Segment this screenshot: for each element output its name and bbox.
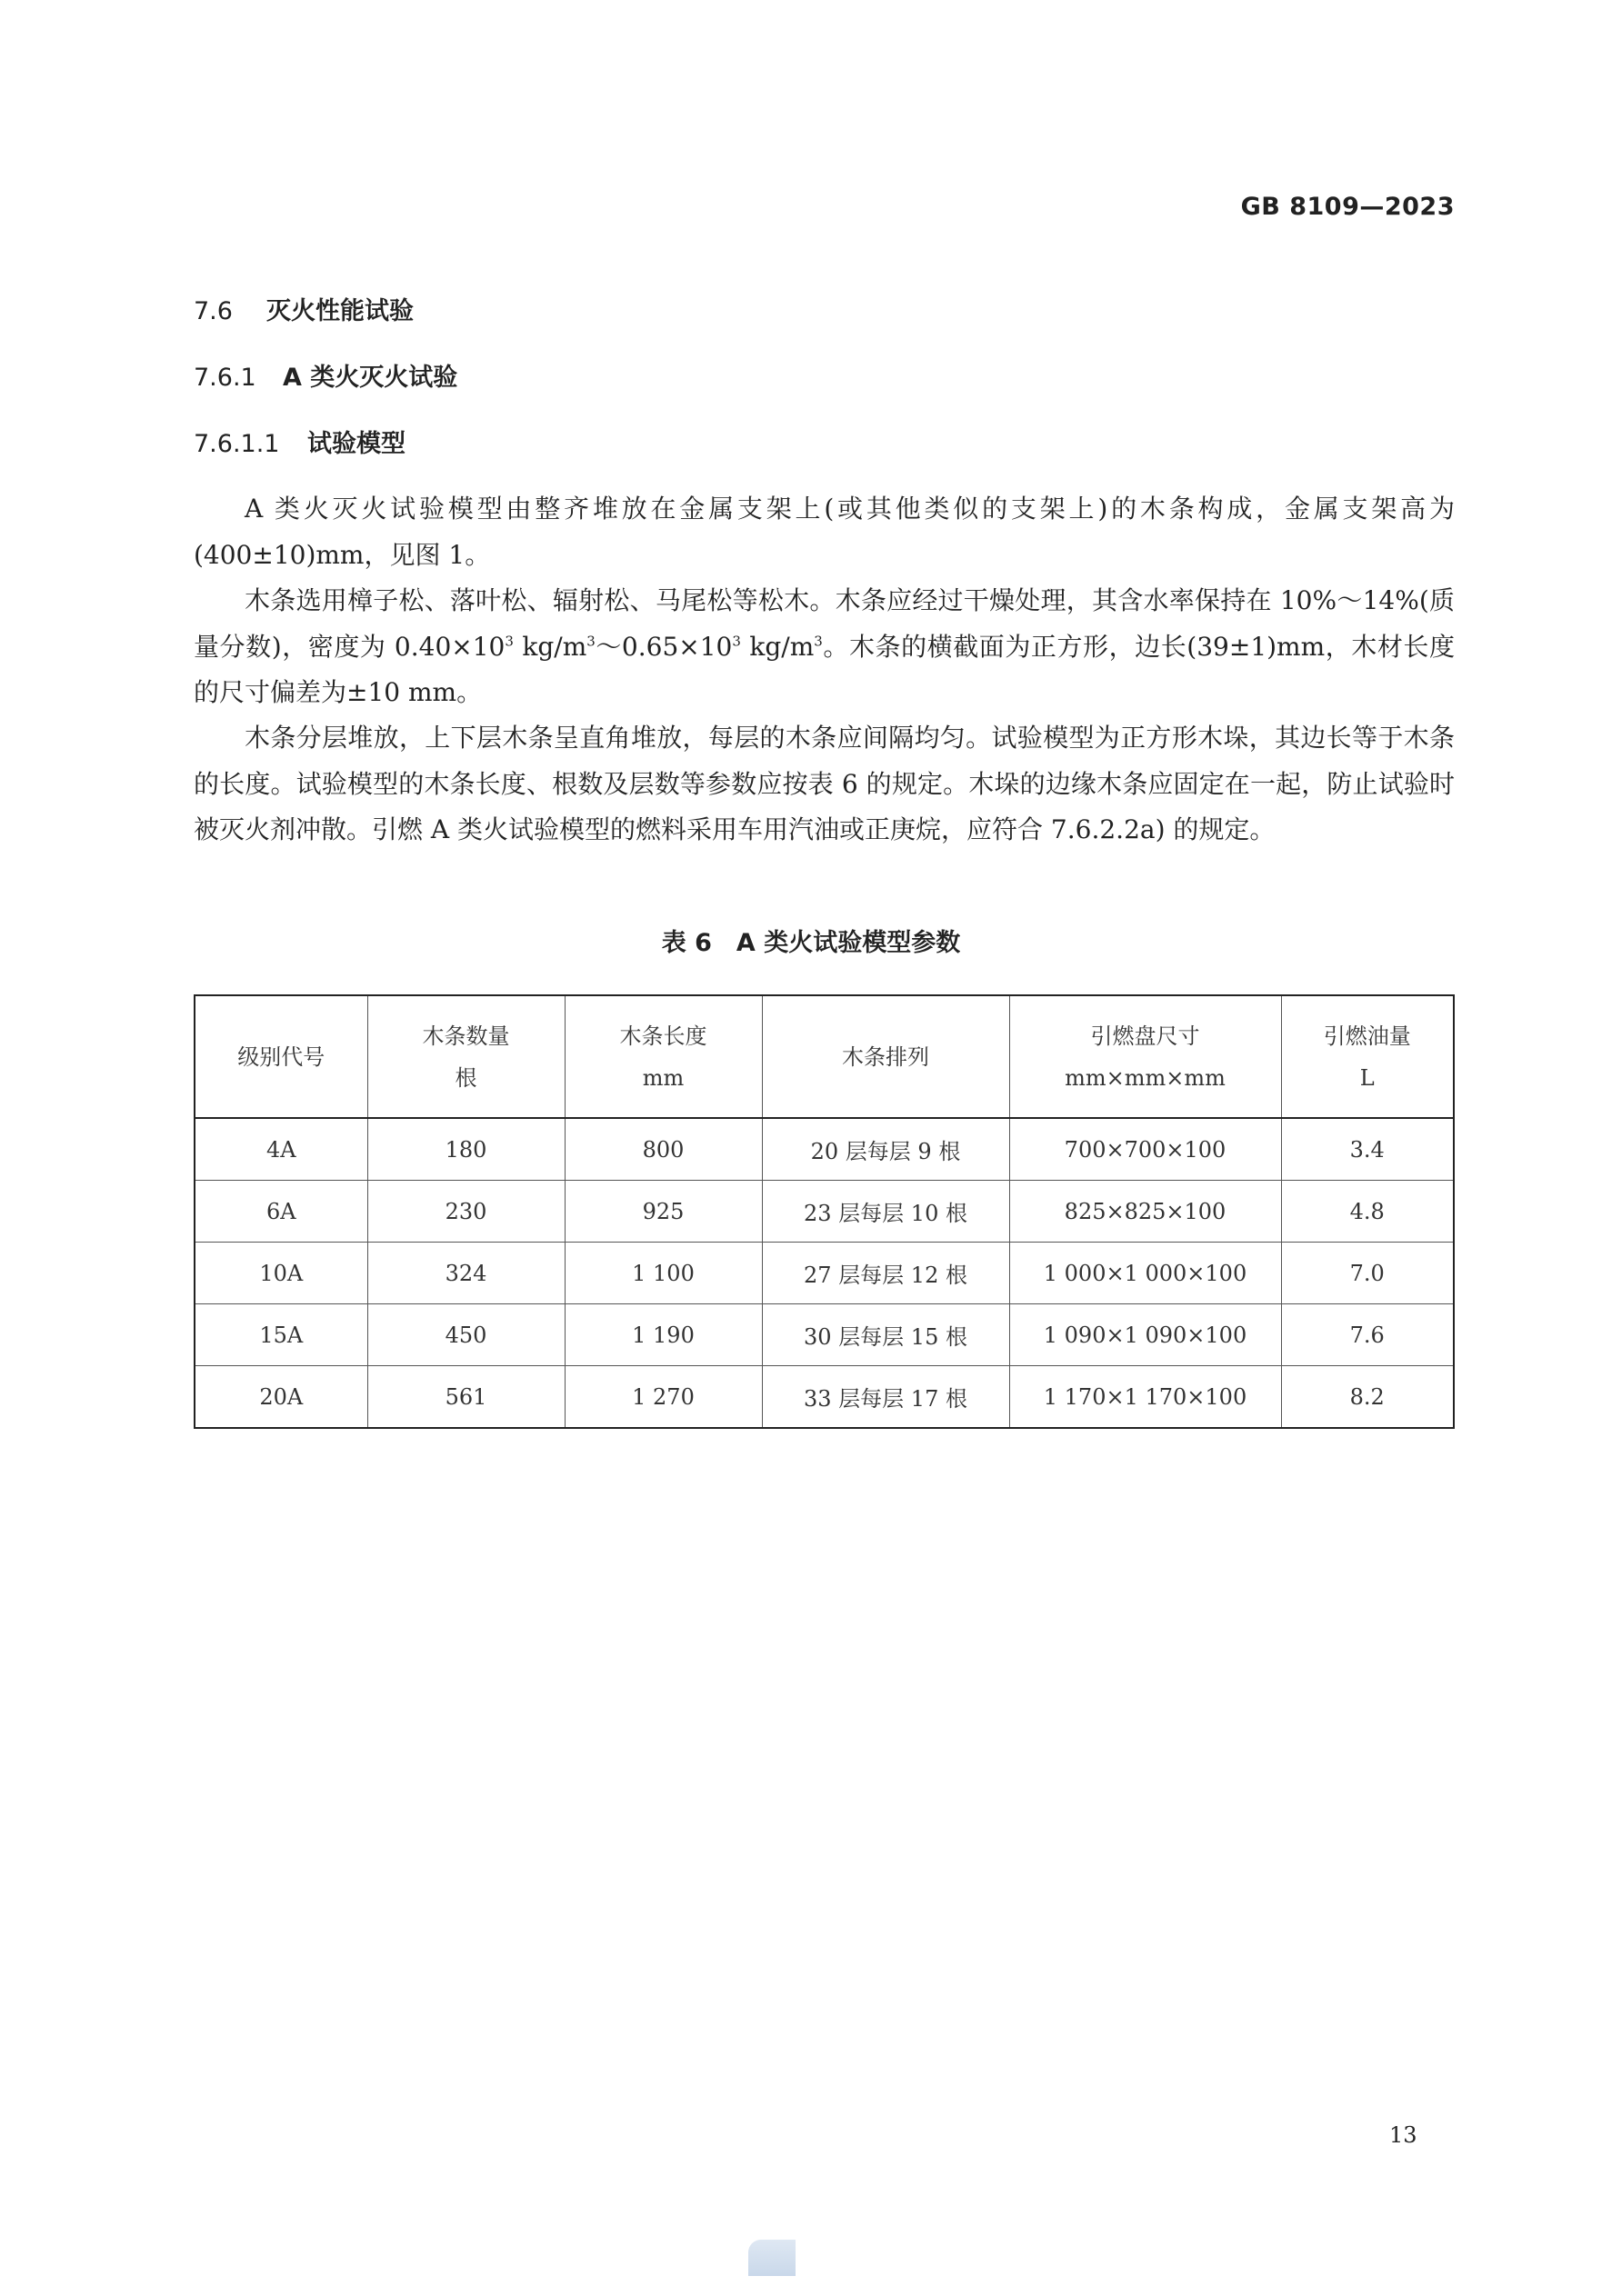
parameter-table bbox=[194, 994, 1455, 1429]
table-cell: 561 bbox=[367, 1366, 565, 1429]
column-header bbox=[1009, 995, 1281, 1118]
column-header-label: 木条长度 bbox=[619, 1023, 707, 1049]
text: kg/m bbox=[740, 631, 815, 662]
table-cell: 4.8 bbox=[1281, 1181, 1454, 1243]
table-cell: 450 bbox=[367, 1304, 565, 1366]
column-header-unit: 根 bbox=[455, 1064, 477, 1091]
table-cell: 27 层每层 12 根 bbox=[762, 1243, 1009, 1304]
section-heading-7-6 bbox=[194, 291, 414, 326]
table-cell: 800 bbox=[565, 1118, 762, 1181]
table-cell: 23 层每层 10 根 bbox=[762, 1181, 1009, 1243]
table-cell: 1 090×1 090×100 bbox=[1009, 1304, 1281, 1366]
table-cell: 180 bbox=[367, 1118, 565, 1181]
document-code: GB 8109—2023 bbox=[1240, 193, 1455, 221]
text: 。木条的横截面为正方形，边长(39±1)mm，木材长度的尺寸偏差为±10 mm。 bbox=[194, 631, 1455, 707]
column-header-label: 级别代号 bbox=[237, 1043, 325, 1070]
column-header bbox=[1281, 995, 1454, 1118]
section-title: 试验模型 bbox=[307, 430, 406, 458]
table-row bbox=[195, 1181, 1454, 1243]
section-number: 7.6 bbox=[194, 297, 233, 325]
superscript: 3 bbox=[505, 633, 514, 650]
superscript: 3 bbox=[814, 633, 823, 650]
column-header-unit: mm bbox=[642, 1064, 685, 1091]
table-row bbox=[195, 1366, 1454, 1429]
column-header bbox=[565, 995, 762, 1118]
table-cell: 6A bbox=[195, 1181, 367, 1243]
table-cell: 324 bbox=[367, 1243, 565, 1304]
table-cell: 7.6 bbox=[1281, 1304, 1454, 1366]
table-cell: 1 190 bbox=[565, 1304, 762, 1366]
table-row bbox=[195, 1118, 1454, 1181]
column-header bbox=[762, 995, 1009, 1118]
paragraph-model-structure: A 类火灭火试验模型由整齐堆放在金属支架上(或其他类似的支架上)的木条构成，金属支架高为(400±10)mm，见图 1。 bbox=[194, 494, 1455, 570]
column-header-label: 木条排列 bbox=[842, 1043, 929, 1070]
table-cell: 15A bbox=[195, 1304, 367, 1366]
superscript: 3 bbox=[732, 633, 741, 650]
table-header-row bbox=[195, 995, 1454, 1118]
superscript: 3 bbox=[586, 633, 596, 650]
column-header bbox=[367, 995, 565, 1118]
table-cell: 20 层每层 9 根 bbox=[762, 1118, 1009, 1181]
table-cell: 4A bbox=[195, 1118, 367, 1181]
column-header-label: 引燃盘尺寸 bbox=[1090, 1023, 1200, 1049]
table-cell: 3.4 bbox=[1281, 1118, 1454, 1181]
text: 木条选用樟子松、落叶松、辐射松、马尾松等松木。木条应经过干燥处理，其含水率保持在 10%～14%(质量分数)，密度为 0.40×10 bbox=[194, 585, 1455, 662]
paragraph-stacking: 木条分层堆放，上下层木条呈直角堆放，每层的木条应间隔均匀。试验模型为正方形木垛，其边长等于木条的长度。试验模型的木条长度、根数及层数等参数应按表 6 的规定。木垛的边缘木条应固定在一起，防止试验时被灭火剂冲散。引燃 A 类火试验模型的燃料采用车用汽油或正庚烷，应符合 7.6.2.2a) 的规定。 bbox=[194, 723, 1455, 844]
table-cell: 825×825×100 bbox=[1009, 1181, 1281, 1243]
table-caption: 表 6 A 类火试验模型参数 bbox=[661, 929, 961, 957]
paragraph-wood-spec bbox=[194, 578, 1455, 716]
text: kg/m bbox=[513, 631, 587, 662]
table-cell: 230 bbox=[367, 1181, 565, 1243]
column-header-label: 引燃油量 bbox=[1323, 1023, 1411, 1049]
section-title: A 类火灭火试验 bbox=[283, 364, 458, 392]
column-header-label: 木条数量 bbox=[422, 1023, 510, 1049]
sac-logo bbox=[748, 2240, 796, 2276]
column-header-unit: L bbox=[1359, 1064, 1375, 1091]
table-cell: 33 层每层 17 根 bbox=[762, 1366, 1009, 1429]
page-number: 13 bbox=[1389, 2122, 1417, 2148]
table-cell: 1 000×1 000×100 bbox=[1009, 1243, 1281, 1304]
section-heading-7-6-1 bbox=[194, 357, 457, 393]
section-heading-7-6-1-1 bbox=[194, 424, 406, 459]
table-cell: 20A bbox=[195, 1366, 367, 1429]
table-row bbox=[195, 1304, 1454, 1366]
text: ～0.65×10 bbox=[595, 631, 733, 662]
table-cell: 925 bbox=[565, 1181, 762, 1243]
table-cell: 1 170×1 170×100 bbox=[1009, 1366, 1281, 1429]
table-cell: 1 270 bbox=[565, 1366, 762, 1429]
table-cell: 1 100 bbox=[565, 1243, 762, 1304]
section-number: 7.6.1.1 bbox=[194, 430, 280, 458]
table-cell: 10A bbox=[195, 1243, 367, 1304]
table-cell: 30 层每层 15 根 bbox=[762, 1304, 1009, 1366]
section-title: 灭火性能试验 bbox=[266, 297, 414, 325]
table-row bbox=[195, 1243, 1454, 1304]
column-header-unit: mm×mm×mm bbox=[1065, 1064, 1226, 1091]
table-cell: 7.0 bbox=[1281, 1243, 1454, 1304]
table-cell: 8.2 bbox=[1281, 1366, 1454, 1429]
section-number: 7.6.1 bbox=[194, 364, 256, 392]
column-header bbox=[195, 995, 367, 1118]
table-cell: 700×700×100 bbox=[1009, 1118, 1281, 1181]
